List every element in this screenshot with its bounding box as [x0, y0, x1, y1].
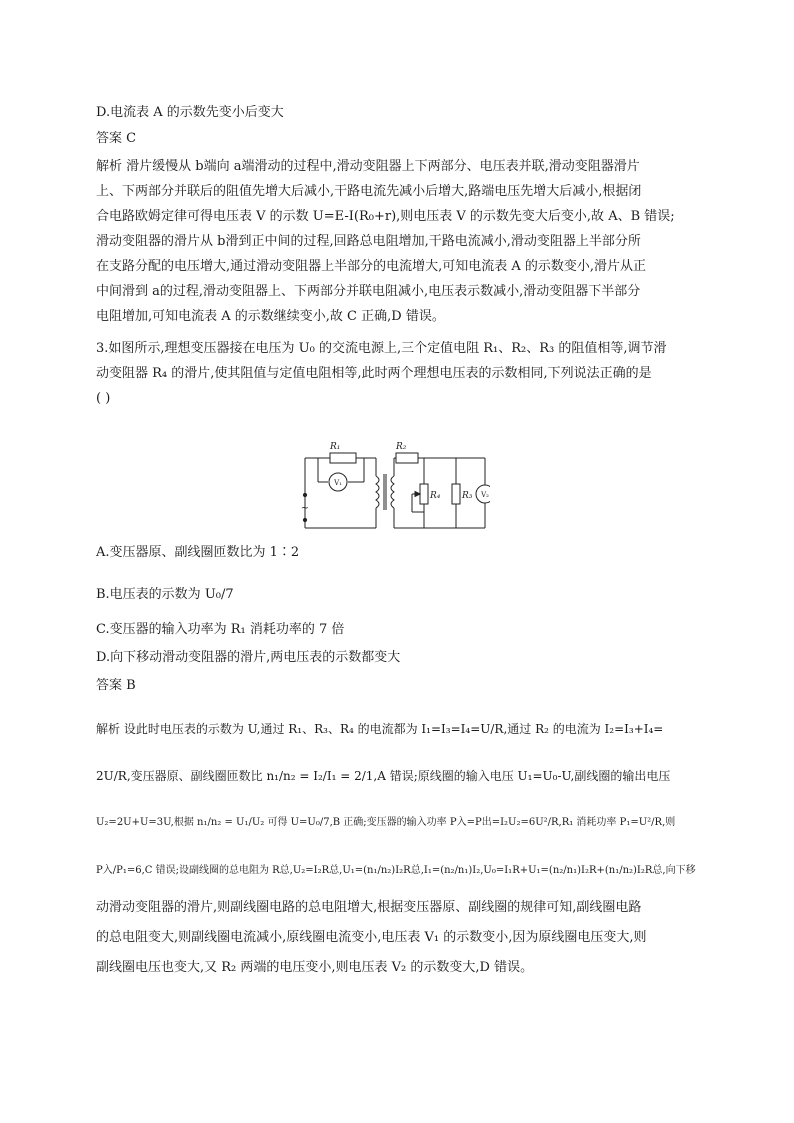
prev-answer: 答案 C: [96, 131, 137, 146]
ac-terminal-top: [303, 493, 306, 496]
resistor-r3: [452, 484, 460, 504]
q3-analysis-line-4: P入/P₁=6,C 错误;设副线圈的总电阻为 R总,U₂=I₂R总,U₁=(n₁/n₂)I₂R总,I₁=(n₂/n₁)I₂,U₀=I₁R+U₁=(n₂/n₁)I₂R+(n₁/n₂)I₂R总,向下移: [96, 865, 696, 876]
prev-analysis-line-4: 滑动变阻器的滑片从 b滑到正中间的过程,回路总电阻增加,干路电流减小,滑动变阻器上半部分所: [96, 234, 641, 249]
label-r1: R₁: [330, 442, 341, 452]
rheostat-r4: [420, 484, 428, 504]
q3-stem-line-2: 动变阻器 R₄ 的滑片,使其阻值与定值电阻相等,此时两个理想电压表的示数相同,下列说法正确的是: [96, 366, 652, 381]
q3-option-a: A.变压器原、副线圈匝数比为 1∶2: [96, 545, 300, 560]
ac-symbol: ~: [300, 503, 310, 514]
q3-option-d: D.向下移动滑动变阻器的滑片,两电压表的示数都变大: [96, 650, 401, 665]
q3-answer: 答案 B: [96, 678, 136, 693]
prev-analysis-line-3: 合电路欧姆定律可得电压表 V 的示数 U=E-I(R₀+r),则电压表 V 的示数先变大后变小,故 A、B 错误;: [96, 209, 675, 224]
label-r2: R₂: [396, 442, 407, 452]
ac-terminal-bottom: [303, 518, 306, 521]
label-v1: V₁: [334, 479, 342, 487]
resistor-r1: [330, 453, 356, 463]
primary-coil: [376, 476, 379, 508]
q3-analysis-line-1: 解析 设此时电压表的示数为 U,通过 R₁、R₃、R₄ 的电流都为 I₁=I₃=I₄=U/R,通过 R₂ 的电流为 I₂=I₃+I₄=: [96, 722, 664, 736]
prev-analysis-line-5: 在支路分配的电压增大,通过滑动变阻器上半部分的电流增大,可知电流表 A 的示数变小,滑片从正: [96, 259, 647, 274]
circuit-diagram: [300, 440, 490, 540]
resistor-r2: [396, 453, 418, 463]
q3-analysis-line-7: 副线圈电压也变大,又 R₂ 两端的电压变小,则电压表 V₂ 的示数变大,D 错误。: [96, 960, 534, 975]
q3-analysis-line-2: 2U/R,变压器原、副线圈匝数比 n₁/n₂ = I₂/I₁ = 2/1,A 错误;原线圈的输入电压 U₁=U₀-U,副线圈的输出电压: [96, 769, 671, 783]
q3-analysis-line-3: U₂=2U+U=3U,根据 n₁/n₂ = U₁/U₂ 可得 U=U₀/7,B 正确;变压器的输入功率 P入=P出=I₂U₂=6U²/R,R₁ 消耗功率 P₁=U²/R,则: [96, 817, 676, 828]
q3-stem-line-1: 3.如图所示,理想变压器接在电压为 U₀ 的交流电源上,三个定值电阻 R₁、R₂、R₃ 的阻值相等,调节滑: [96, 341, 667, 356]
prev-option-d: D.电流表 A 的示数先变小后变大: [96, 105, 284, 120]
q3-stem-line-3: ( ): [96, 391, 111, 406]
q3-option-c: C.变压器的输入功率为 R₁ 消耗功率的 7 倍: [96, 622, 345, 637]
prev-analysis-line-1: 解析 滑片缓慢从 b端向 a端滑动的过程中,滑动变阻器上下两部分、电压表并联,滑动变阻器滑片: [96, 159, 640, 174]
q3-analysis-line-6: 的总电阻变大,则副线圈电流减小,原线圈电流变小,电压表 V₁ 的示数变小,因为原线圈电压变大,则: [96, 930, 647, 945]
label-v2: V₂: [481, 491, 489, 499]
label-r3: R₃: [462, 491, 473, 501]
q3-option-b: B.电压表的示数为 U₀/7: [96, 587, 234, 602]
prev-analysis-line-6: 中间滑到 a的过程,滑动变阻器上、下两部分并联电阻减小,电压表示数减小,滑动变阻器下半部分: [96, 284, 641, 299]
label-r4: R₄: [430, 491, 441, 501]
prev-analysis-line-7: 电阻增加,可知电流表 A 的示数继续变小,故 C 正确,D 错误。: [96, 309, 445, 324]
q3-analysis-line-5: 动滑动变阻器的滑片,则副线圈电路的总电阻增大,根据变压器原、副线圈的规律可知,副线圈电路: [96, 900, 642, 915]
secondary-coil: [391, 476, 394, 508]
prev-analysis-line-2: 上、下两部分并联后的阻值先增大后减小,干路电流先减小后增大,路端电压先增大后减小,根据闭: [96, 184, 642, 199]
